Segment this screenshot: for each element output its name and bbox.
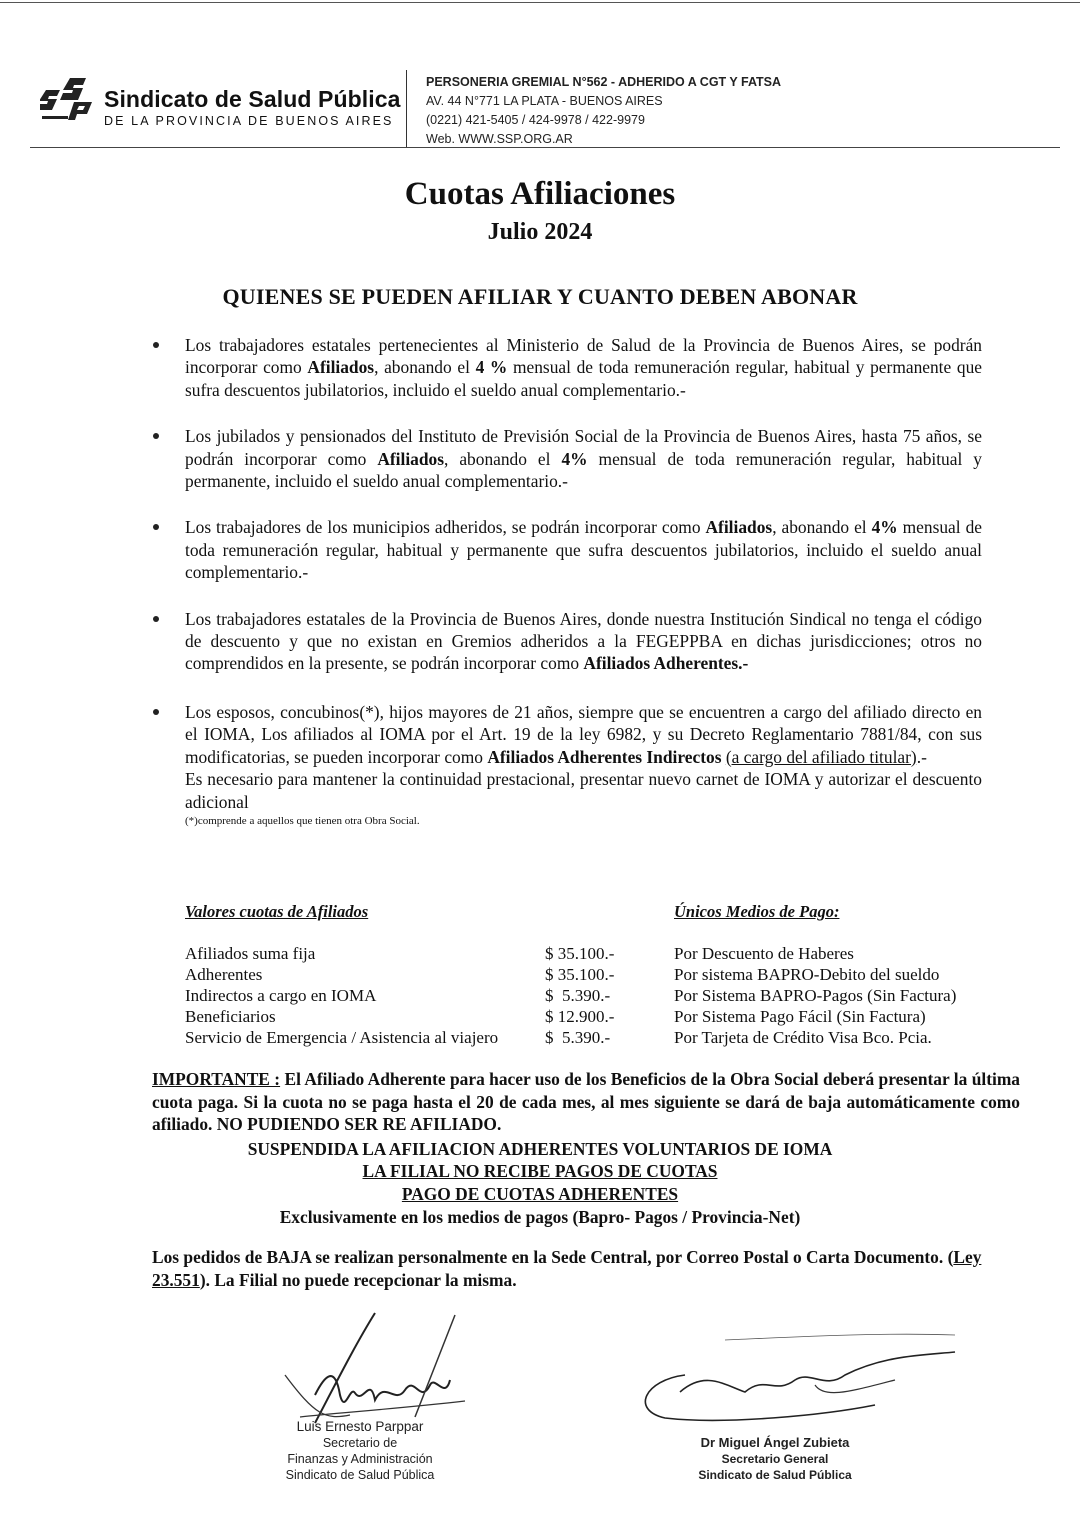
fee-label: Indirectos a cargo en IOMA <box>185 986 377 1005</box>
text: .- <box>916 746 927 767</box>
fee-value: $ 35.100.- <box>545 944 615 963</box>
notice-line: SUSPENDIDA LA AFILIACION ADHERENTES VOLUNTARIOS DE IOMA <box>247 1139 833 1159</box>
fee-value: $ 12.900.- <box>545 1007 615 1026</box>
header-info <box>426 73 781 149</box>
brand <box>104 86 401 128</box>
list-item <box>152 701 982 829</box>
notice-line: Exclusivamente en los medios de pagos (Bapro- Pagos / Provincia-Net) <box>279 1207 801 1227</box>
text-bold: Afiliados Adherentes <box>583 653 739 674</box>
payment-header: Únicos Medios de Pago: <box>674 902 840 921</box>
footnote: (*)comprende a aquellos que tienen otra Obra Social. <box>185 814 420 827</box>
document-title: Cuotas Afiliaciones <box>404 176 676 212</box>
signatory-name: Dr Miguel Ángel Zubieta <box>700 1435 850 1450</box>
header-info-line: Web. WWW.SSP.ORG.AR <box>426 132 573 146</box>
brand-name: Sindicato de Salud Pública <box>104 86 401 112</box>
bullet-icon <box>153 524 159 530</box>
signatory-name: Luis Ernesto Parppar <box>296 1419 424 1434</box>
text: Los trabajadores estatales de la Provincia de Buenos Aires, donde nuestra Institución Sindical no tenga el código de descuento y que no existan en Gremios adheridos a la FEGEPPBA en dichas jurisdicciones; otros no comprendidos en la presente, se podrán incorporar como <box>185 608 982 674</box>
text-bold: 4% <box>561 448 588 469</box>
law-reference: Ley 23.551 <box>152 1247 982 1290</box>
important-text: El Afiliado Adherente para hacer uso de los Beneficios de la Obra Social deberá presentar la última cuota paga. Si la cuota no se paga hasta el 20 de cada mes, al mes siguiente se dará de baja automáticamente como afiliado. NO PUDIENDO SER RE AFILIADO. <box>152 1069 1021 1134</box>
fee-label: Beneficiarios <box>185 1007 276 1026</box>
text: , abonando el <box>772 517 872 538</box>
notice-line: PAGO DE CUOTAS ADHERENTES <box>401 1184 679 1204</box>
text: Los pedidos de BAJA se realizan personalmente en la Sede Central, por Correo Postal o Carta Documento. ( <box>152 1247 954 1267</box>
text: Los esposos, concubinos(*), hijos mayores de 21 años, siempre que se encuentren a cargo del afiliado directo en el IOMA, Los afiliados al IOMA por el Art. 19 de la ley 6982, y su Decreto Reglamentario 7881/84, con sus modificatorias, se pueden incorporar como <box>185 701 982 767</box>
signature-2-icon <box>625 1330 965 1430</box>
fee-label: Adherentes <box>185 965 263 984</box>
signature-2 <box>660 1435 890 1483</box>
text-bold: Afiliados Adherentes Indirectos <box>487 746 722 767</box>
bullet-icon <box>153 709 159 715</box>
text: Los trabajadores de los municipios adheridos, se podrán incorporar como <box>185 517 706 538</box>
document-subtitle: Julio 2024 <box>487 219 593 245</box>
list-item <box>152 608 982 675</box>
bullet-icon <box>153 616 159 622</box>
text: ). La Filial no puede recepcionar la misma. <box>199 1269 517 1290</box>
text: , abonando el <box>374 357 476 378</box>
text: mensual de toda remuneración regular, habitual y permanente, incluido el sueldo anual complementario.- <box>185 448 982 492</box>
section-heading: QUIENES SE PUEDEN AFILIAR Y CUANTO DEBEN ABONAR <box>222 284 858 309</box>
payment-method: Por Descuento de Haberes <box>674 944 854 963</box>
list-item <box>152 425 982 492</box>
signatory-org: Sindicato de Salud Pública <box>285 1468 435 1482</box>
notice-line: LA FILIAL NO RECIBE PAGOS DE CUOTAS <box>362 1161 718 1181</box>
text: , abonando el <box>444 448 562 469</box>
important-notice <box>152 1068 1020 1136</box>
header-info-line: PERSONERIA GREMIAL N°562 - ADHERIDO A CGT Y FATSA <box>426 75 782 89</box>
payment-method: Por Sistema BAPRO-Pagos (Sin Factura) <box>674 986 957 1005</box>
text-bold: 4% <box>871 517 898 538</box>
text-bold: Afiliados <box>705 517 773 538</box>
bullet-icon <box>153 342 159 348</box>
fees-header: Valores cuotas de Afiliados <box>185 902 369 921</box>
text: Los jubilados y pensionados del Instituto de Previsión Social de la Provincia de Buenos Aires, hasta 75 años, se podrán incorporar como <box>185 426 982 469</box>
text-bold: .- <box>738 653 749 674</box>
fee-label: Servicio de Emergencia / Asistencia al viajero <box>185 1028 499 1047</box>
signatory-role: Secretario General <box>721 1452 829 1466</box>
signature-1 <box>245 1419 475 1483</box>
text-bold: 4 % <box>475 357 508 378</box>
text: Es necesario para mantener la continuidad prestacional, presentar nuevo carnet de IOMA y autorizar el descuento adicional <box>185 769 982 812</box>
fee-value: $ 35.100.- <box>545 965 615 984</box>
signatory-org: Sindicato de Salud Pública <box>698 1468 852 1482</box>
table-row <box>185 1028 1005 1049</box>
page-top-border <box>0 2 1080 3</box>
text: mensual de toda remuneración regular, habitual y permanente que sufra descuentos jubilatorios, incluido el sueldo anual complementario.- <box>185 357 982 400</box>
header-info-line: AV. 44 N°771 LA PLATA - BUENOS AIRES <box>426 94 663 108</box>
header-divider <box>406 70 407 148</box>
header-info-line: (0221) 421-5405 / 424-9978 / 422-9979 <box>426 113 645 127</box>
text-underlined: (a cargo del afiliado titular) <box>725 746 917 767</box>
ssp-logo-icon <box>40 76 100 126</box>
text: Los trabajadores estatales pertenecientes al Ministerio de Salud de la Provincia de Buenos Aires, se podrán incorporar como <box>185 335 982 378</box>
payment-method: Por Tarjeta de Crédito Visa Bco. Pcia. <box>674 1028 932 1047</box>
signatory-role: Secretario de <box>322 1436 398 1450</box>
fee-value: $ 5.390.- <box>545 986 611 1005</box>
list-item <box>152 516 982 583</box>
important-label: IMPORTANTE : <box>152 1069 281 1089</box>
text-bold: Afiliados <box>377 448 444 469</box>
text: mensual de toda remuneración regular, habitual y permanente que sufra descuentos jubilatorios, incluido el sueldo anual complementario.- <box>185 517 982 583</box>
table-row <box>185 944 1005 965</box>
fee-value: $ 5.390.- <box>545 1028 611 1047</box>
bullet-icon <box>153 433 159 439</box>
list-item <box>152 334 982 401</box>
text-bold: Afiliados <box>307 357 375 378</box>
signature-1-icon <box>255 1305 475 1430</box>
payment-method: Por Sistema Pago Fácil (Sin Factura) <box>674 1007 926 1026</box>
header-rule <box>30 147 1060 148</box>
signatory-role: Finanzas y Administración <box>287 1452 433 1466</box>
baja-notice <box>152 1246 1022 1291</box>
brand-subtitle: DE LA PROVINCIA DE BUENOS AIRES <box>104 114 394 128</box>
table-row <box>185 1007 1005 1028</box>
table-row <box>185 965 1005 986</box>
eligibility-list <box>152 334 982 853</box>
table-row <box>185 986 1005 1007</box>
fee-label: Afiliados suma fija <box>185 944 316 963</box>
payment-method: Por sistema BAPRO-Debito del sueldo <box>674 965 940 984</box>
